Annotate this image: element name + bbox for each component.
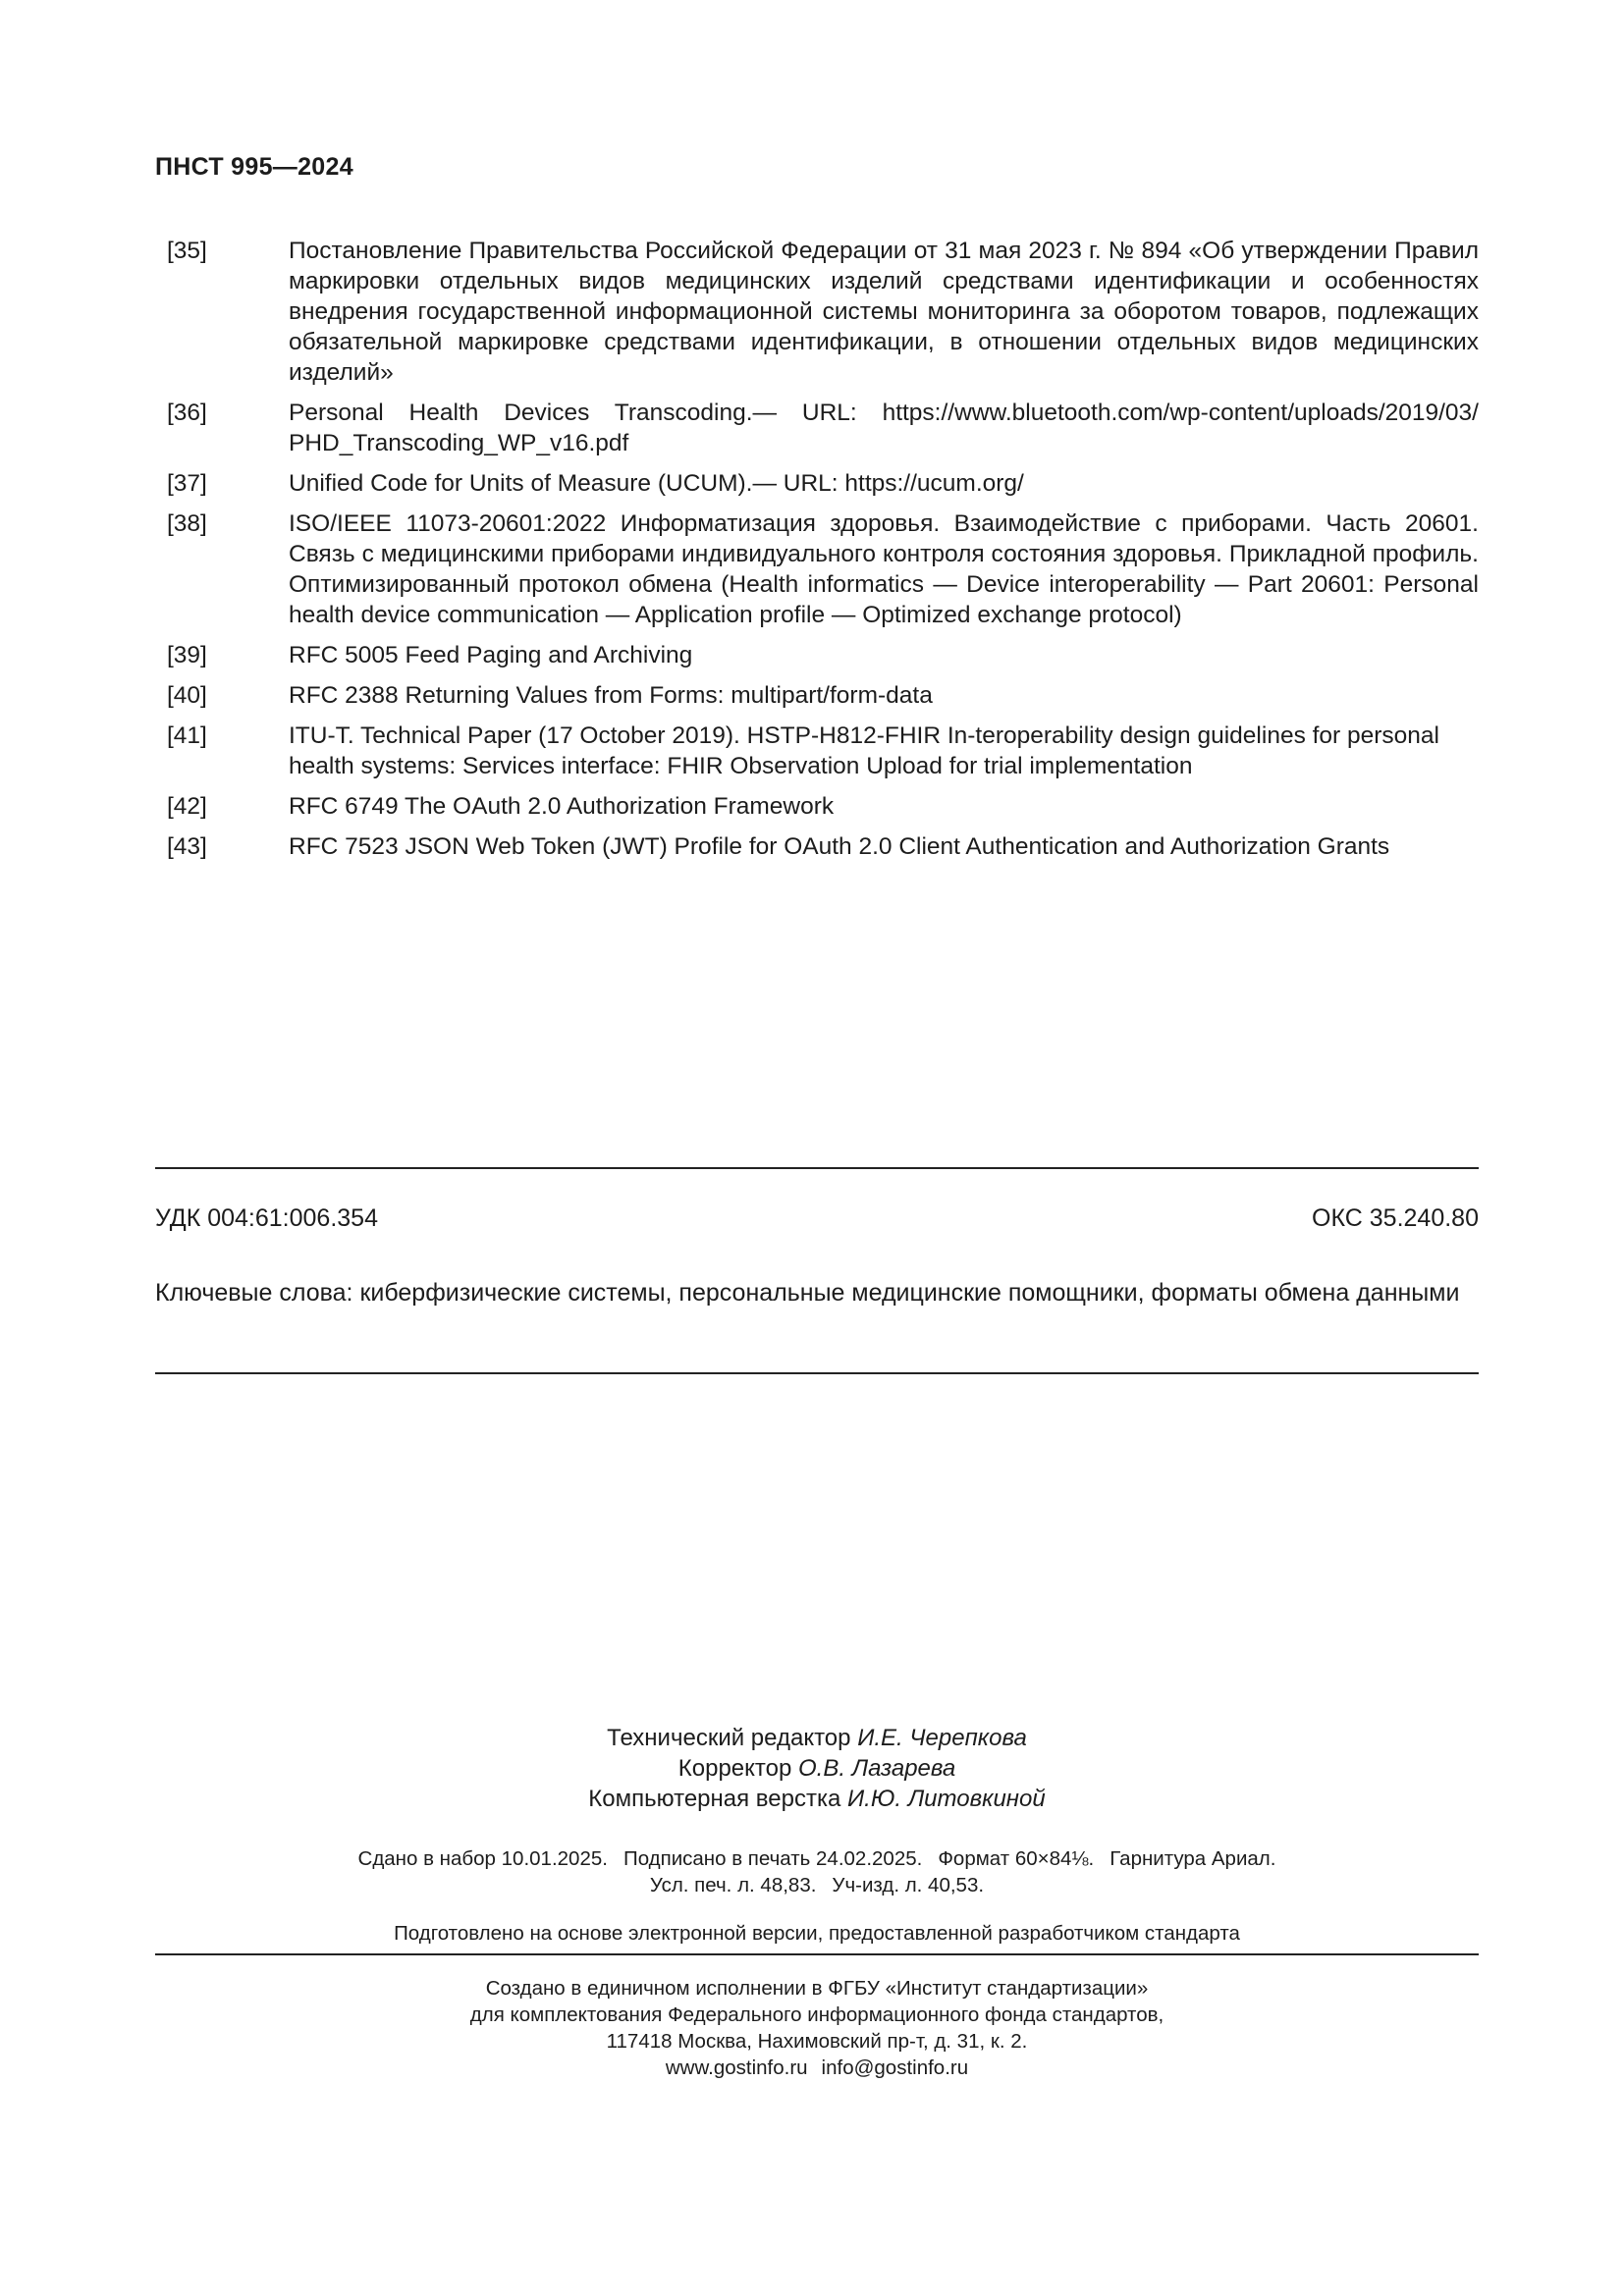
publisher-line-1: Создано в единичном исполнении в ФГБУ «Институт стандартизации»	[485, 1977, 1149, 2000]
oks-code: ОКС 35.240.80	[1312, 1204, 1479, 1232]
reference-text: RFC 7523 JSON Web Token (JWT) Profile for OAuth 2.0 Client Authentication and Authorization Grants	[289, 833, 1390, 860]
reference-item	[155, 831, 1479, 862]
print-typeface: Гарнитура Ариал.	[1110, 1847, 1276, 1870]
print-format: Формат 60×84⅛.	[938, 1847, 1095, 1870]
reference-number: [43]	[167, 833, 207, 860]
credit-role: Технический редактор	[607, 1725, 851, 1751]
reference-item	[155, 640, 1479, 670]
bibliography-list	[155, 236, 1479, 872]
print-info-line-2	[155, 1872, 1479, 1898]
editorial-credits	[155, 1723, 1479, 1814]
publisher-sheets: Уч-изд. л. 40,53.	[832, 1874, 985, 1896]
credit-name: И.Е. Черепкова	[857, 1725, 1027, 1751]
print-info	[155, 1845, 1479, 1898]
print-info-line-1	[155, 1845, 1479, 1872]
credit-name: И.Ю. Литовкиной	[847, 1786, 1046, 1812]
credit-line	[155, 1753, 1479, 1784]
credit-name: О.В. Лазарева	[798, 1755, 956, 1782]
udk-code: УДК 004:61:006.354	[155, 1204, 378, 1232]
divider-publisher	[155, 1953, 1479, 1955]
reference-text: Personal Health Devices Transcoding.— URL: https://www.bluetooth.com/wp-content/uploads/2019/03/ PHD_Transcoding_WP_v16.pdf	[289, 400, 1479, 456]
reference-number: [42]	[167, 793, 207, 820]
prepared-note: Подготовлено на основе электронной версии, предоставленной разработчиком стандарта	[394, 1922, 1240, 1945]
publisher-info	[155, 1975, 1479, 2081]
reference-number: [39]	[167, 642, 207, 668]
publisher-line-2: для комплектования Федерального информационного фонда стандартов,	[469, 2003, 1164, 2026]
credit-line	[155, 1784, 1479, 1814]
reference-number: [35]	[167, 238, 207, 264]
reference-item	[155, 791, 1479, 822]
publisher-email: info@gostinfo.ru	[821, 2056, 969, 2079]
document-header-title: ПНСТ 995—2024	[155, 153, 353, 181]
reference-number: [37]	[167, 470, 207, 497]
reference-number: [36]	[167, 400, 207, 426]
credit-role: Корректор	[677, 1755, 792, 1782]
reference-text: Unified Code for Units of Measure (UCUM).— URL: https://ucum.org/	[289, 470, 1024, 497]
reference-item	[155, 468, 1479, 499]
divider-top	[155, 1167, 1479, 1169]
reference-text: ITU-T. Technical Paper (17 October 2019). HSTP-H812-FHIR In-teroperability design guidelines for personal health systems: Services interface: FHIR Observation Upload for trial implementation	[289, 722, 1440, 779]
print-sheets: Усл. печ. л. 48,83.	[649, 1874, 817, 1896]
reference-item	[155, 680, 1479, 711]
keywords: Ключевые слова: киберфизические системы, персональные медицинские помощники, форматы обмена данными	[155, 1279, 1460, 1307]
publisher-line-3: 117418 Москва, Нахимовский пр-т, д. 31, к. 2.	[606, 2030, 1028, 2053]
reference-text: Постановление Правительства Российской Федерации от 31 мая 2023 г. № 894 «Об утверждении Правил маркировки отдельных видов медицинских изделий средствами идентификации и особенностях внедрения государственной информационной системы мониторинга за оборотом товаров, подлежащих обязательной маркировке средствами идентификации, в отношении отдельных видов медицинских изделий»	[289, 238, 1479, 386]
reference-item	[155, 236, 1479, 388]
print-signed: Подписано в печать 24.02.2025.	[623, 1847, 923, 1870]
reference-text: ISO/IEEE 11073-20601:2022 Информатизация здоровья. Взаимодействие с приборами. Часть 20601. Связь с медицинскими приборами индивидуального контроля состояния здоровья. Прикладной профиль. Оптимизированный протокол обмена (Health informatics — Device interoperability — Part 20601: Personal health device communication — Application profile — Optimized exchange protocol)	[289, 510, 1479, 628]
reference-text: RFC 6749 The OAuth 2.0 Authorization Framework	[289, 793, 835, 820]
reference-text: RFC 5005 Feed Paging and Archiving	[289, 642, 693, 668]
credit-role: Компьютерная верстка	[588, 1786, 841, 1812]
reference-item	[155, 721, 1479, 781]
reference-number: [40]	[167, 682, 207, 709]
reference-item	[155, 398, 1479, 458]
publisher-contacts	[155, 2055, 1479, 2081]
publisher-website: www.gostinfo.ru	[665, 2056, 808, 2079]
credit-line	[155, 1723, 1479, 1753]
reference-number: [41]	[167, 722, 207, 749]
divider-keywords	[155, 1372, 1479, 1374]
reference-text: RFC 2388 Returning Values from Forms: multipart/form-data	[289, 682, 933, 709]
print-submitted: Сдано в набор 10.01.2025.	[357, 1847, 608, 1870]
reference-number: [38]	[167, 510, 207, 537]
reference-item	[155, 508, 1479, 630]
